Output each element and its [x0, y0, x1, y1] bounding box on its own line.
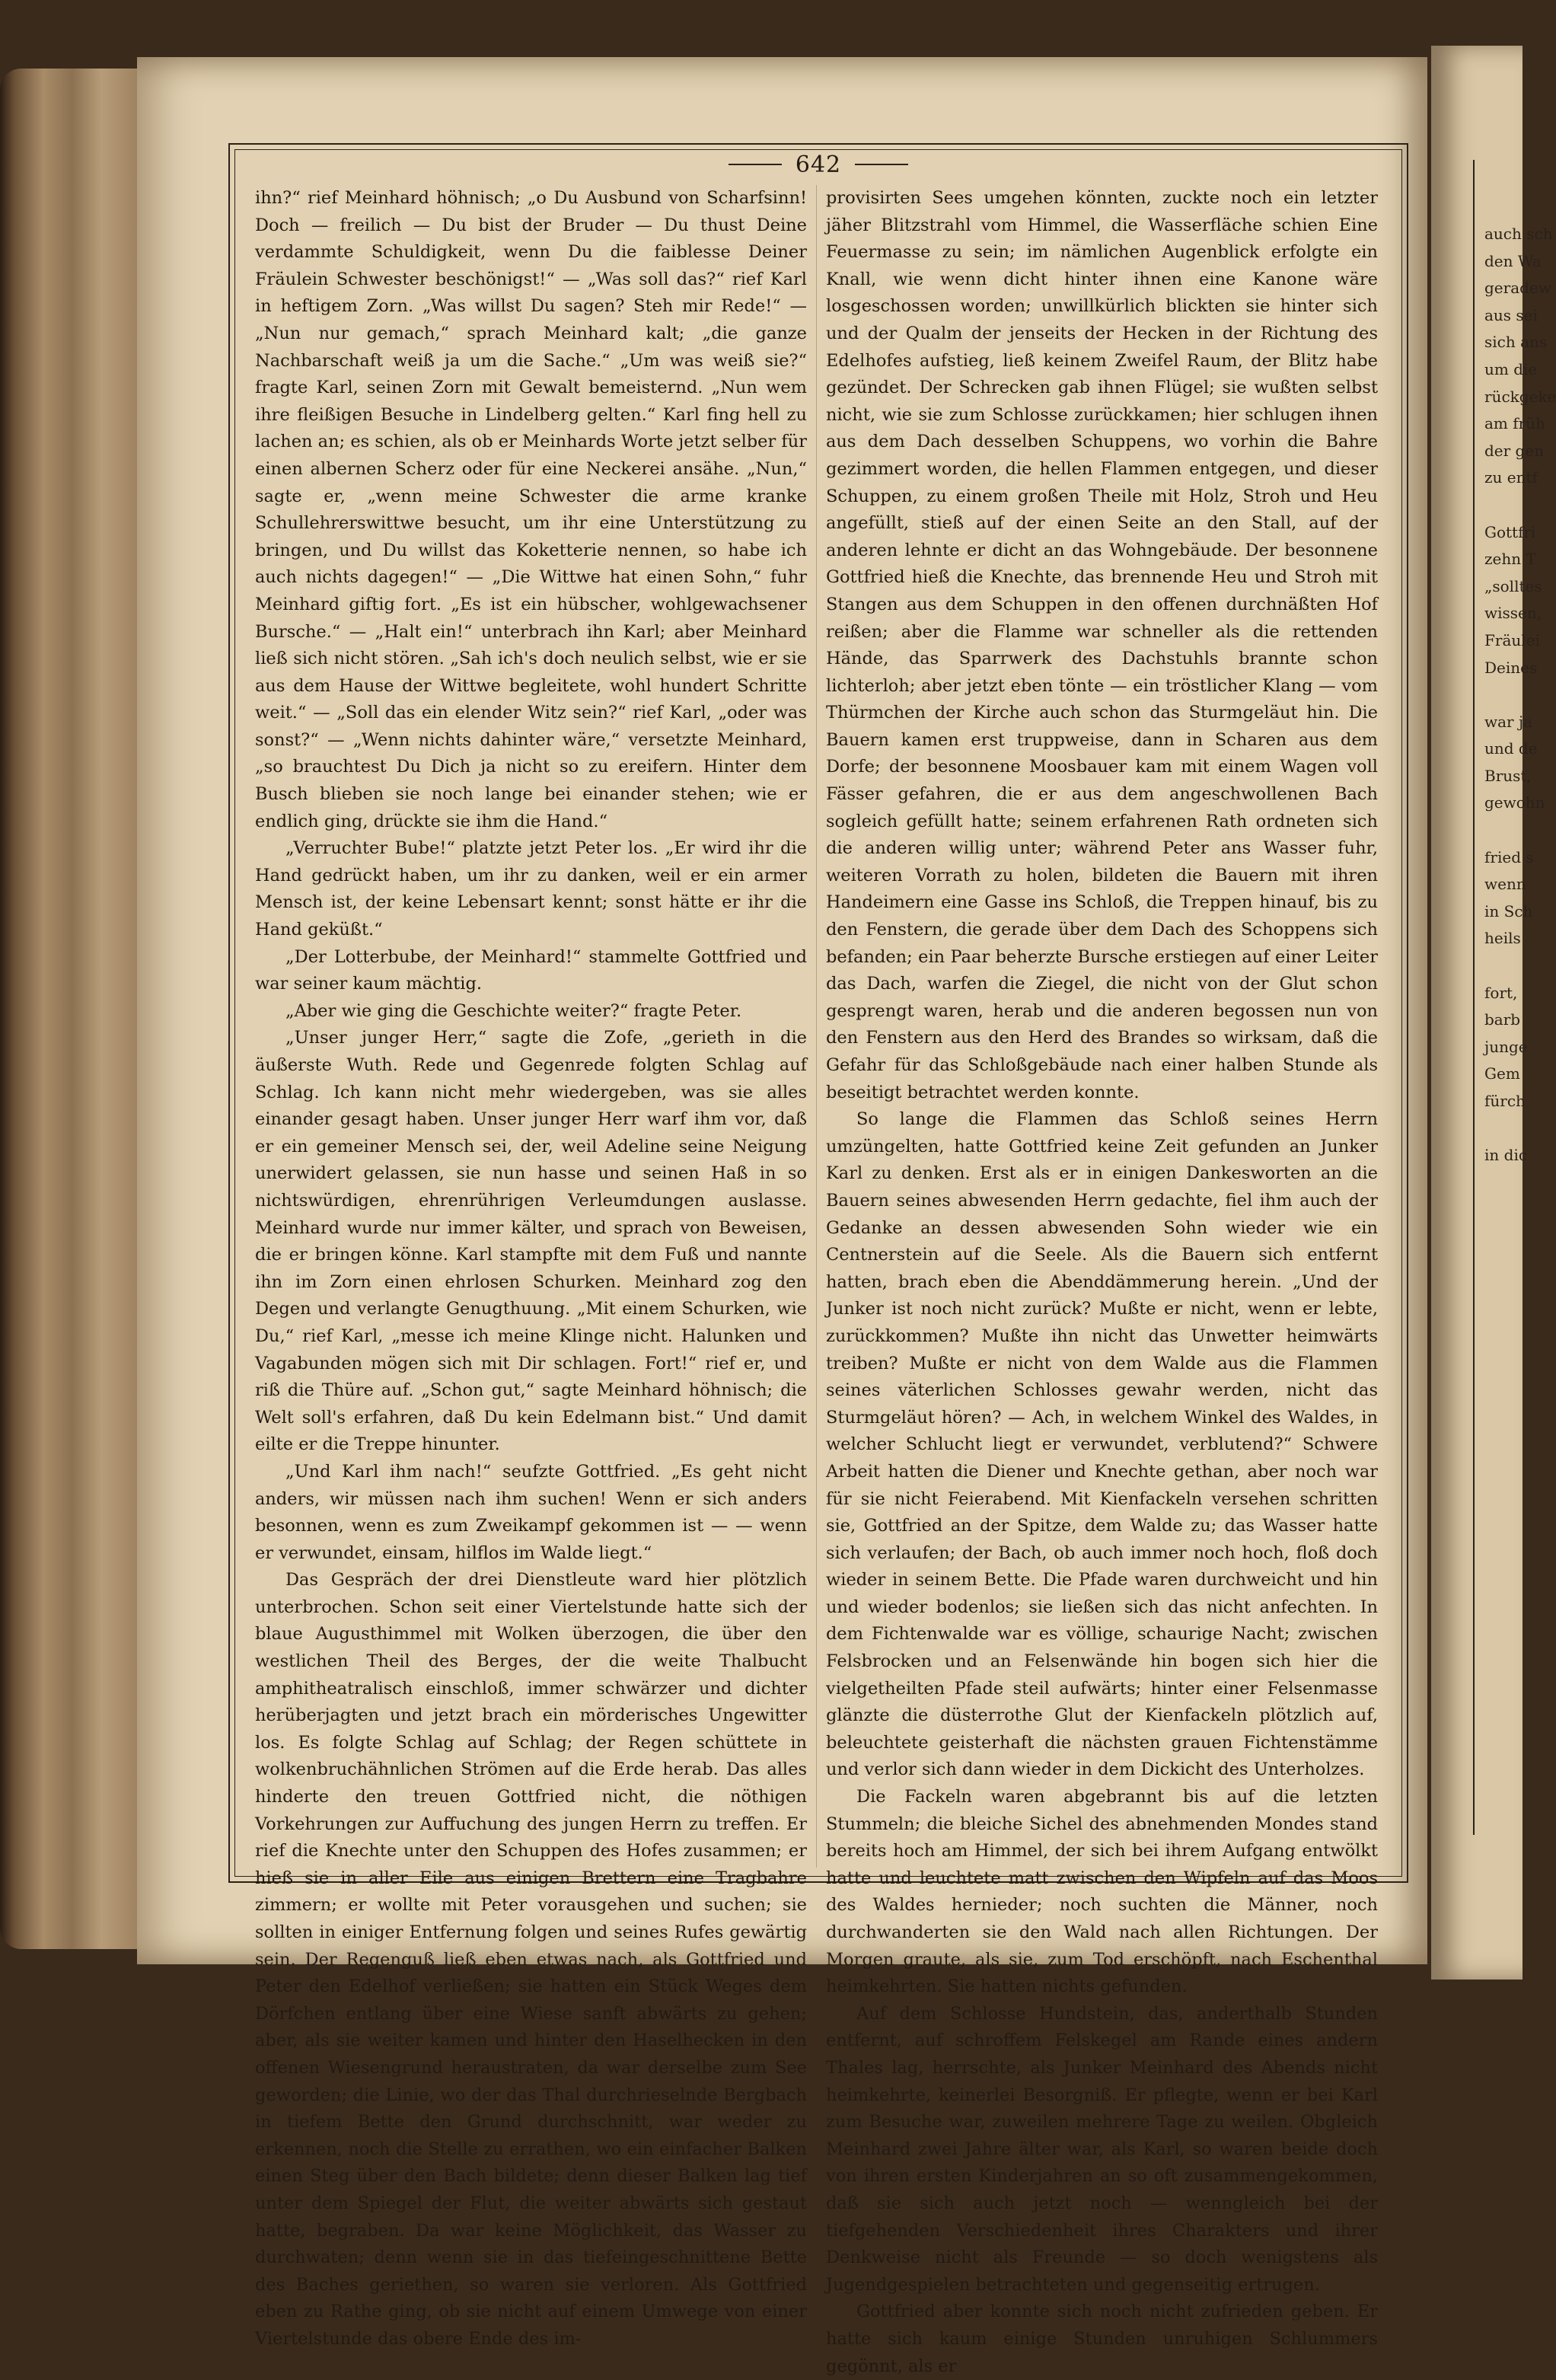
- next-page-fragment: rückgeke: [1484, 387, 1556, 406]
- paragraph: ihn?“ rief Meinhard höhnisch; „o Du Ausbund von Scharfsinn! Doch — freilich — Du bist der Bruder — Du thust Deine verdammte Schuldigkeit, wenn Du die faiblesse Deiner Fräulein Schwester beschönigst!“ — „Was soll das?“ rief Karl in heftigem Zorn. „Was willst Du sagen? Steh mir Rede!“ — „Nun nur gemach,“ sprach Meinhard kalt; „die ganze Nachbarschaft weiß ja um die Sache.“ „Um was weiß sie?“ fragte Karl, seinen Zorn mit Gewalt bemeisternd. „Nun wem ihre fleißigen Besuche in Lindelberg gelten.“ Karl fing hell zu lachen an; es schien, als ob er Meinhards Worte jetzt selber für einen albernen Scherz oder für eine Neckerei ansähe. „Nun,“ sagte er, „wenn meine Schwester die arme kranke Schullehrerswittwe besucht, um ihr eine Unterstützung zu bringen, und Du willst das Koketterie nennen, so habe ich auch nichts dagegen!“ — „Die Wittwe hat einen Sohn,“ fuhr Meinhard giftig fort. „Es ist ein hübscher, wohlgewachsener Bursche.“ — „Halt ein!“ unterbrach ihn Karl; aber Meinhard ließ sich nicht stören. „Sah ich's doch neulich selbst, wie er sie aus dem Hause der Wittwe begleitete, wohl hundert Schritte weit.“ — „Soll das ein elender Witz sein?“ rief Karl, „oder was sonst?“ — „Wenn nichts dahinter wäre,“ versetzte Meinhard, „so brauchtest Du Dich ja nicht so zu ereifern. Hinter dem Busch blieben sie noch lange bei einander stehen; wie er endlich ging, drückte sie ihm die Hand.“: [255, 188, 807, 831]
- next-page-fragment: und de: [1484, 739, 1538, 758]
- next-page-fragment: Fräulei: [1484, 630, 1540, 649]
- paragraph: Das Gespräch der drei Dienstleute ward hier plötzlich unterbrochen. Schon seit einer Viertelstunde hatte sich der blaue Augusthimmel mit Wolken überzogen, die über den westlichen Theil des Berges, der die weite Thalbucht amphitheatralisch einschloß, immer schwärzer und dichter herüberjagten und jetzt brach ein mörderisches Ungewitter los. Es folgte Schlag auf Schlag; der Regen schüttete in wolkenbruchähnlichen Strömen auf die Erde herab. Das alles hinderte den treuen Gottfried nicht, die nöthigen Vorkehrungen zur Auffuchung des jungen Herrn zu treffen. Er rief die Knechte unter den Schuppen des Hofes zusammen; er hieß sie in aller Eile aus einigen Brettern eine Tragbahre zimmern; er wollte mit Peter vorausgehen und suchen; sie sollten in einiger Entfernung folgen und seines Rufes gewärtig sein. Der Regenguß ließ eben etwas nach, als Gottfried und Peter den Edelhof verließen; sie hatten ein Stück Weges dem Dörfchen entlang über eine Wiese sanft abwärts zu gehen; aber, als sie weiter kamen und hinter den Haselhecken in den offenen Wiesengrund heraustraten, da war derselbe zum See geworden; die Linie, wo der das Thal durchrieselnde Bergbach in tiefem Bette den Grund durchschnitt, war weder zu erkennen, noch die Stelle zu errathen, wo ein einfacher Balken einen Steg über den Bach bildete; denn dieser Balken lag tief unter dem Spiegel der Flut, die weiter abwärts sich gestaut hatte, begraben. Da war keine Möglichkeit, das Wasser zu durchwaten; denn wenn sie in das tiefeingeschnittene Bette des Baches geriethen, so waren sie verloren. Als Gottfried eben zu Rathe ging, ob sie nicht auf einem Umwege von einer Viertelstunde das obere Ende des im-: [255, 1570, 807, 2349]
- next-page-strip: [1431, 46, 1556, 1980]
- next-page-fragment: barb: [1484, 1010, 1521, 1029]
- next-page-fragment: der gen: [1484, 441, 1545, 460]
- next-page-fragment: gewohn: [1484, 793, 1545, 812]
- paragraph: provisirten Sees umgehen könnten, zuckte noch ein letzter jäher Blitzstrahl vom Himmel, die Wasserfläche schien Eine Feuermasse zu sein; im nämlichen Augenblick erfolgte ein Knall, wie wenn dicht hinter ihnen eine Kanone wäre losgeschossen worden; unwillkürlich blickten sie hinter sich und der Qualm der jenseits der Hecken in der Richtung des Edelhofes aufstieg, ließ keinem Zweifel Raum, der Blitz habe gezündet. Der Schrecken gab ihnen Flügel; sie wußten selbst nicht, wie sie zum Schlosse zurückkamen; hier schlugen ihnen aus dem Dach desselben Schuppens, wo vorhin die Bahre gezimmert worden, die hellen Flammen entgegen, und dieser Schuppen, zu einem großen Theile mit Holz, Stroh und Heu angefüllt, stieß auf der einen Seite an den Stall, auf der anderen lehnte er dicht an das Wohngebäude. Der besonnene Gottfried hieß die Knechte, das brennende Heu und Stroh mit Stangen aus dem Schuppen in den offenen durchnäßten Hof reißen; aber die Flamme war schneller als die rettenden Hände, das Sparrwerk des Dachstuhls brannte schon lichterloh; aber jetzt eben tönte — ein tröstlicher Klang — vom Thürmchen der Kirche auch schon das Sturmgeläut hin. Die Bauern kamen erst truppweise, dann in Scharen aus dem Dorfe; der besonnene Moosbauer kam mit einem Wagen voll Fässer gefahren, die er aus dem angeschwollenen Bach sogleich gefüllt hatte; seinem erfahrenen Rath ordneten sich die anderen willig unter; während Peter ans Wasser fuhr, weiteren Vorrath zu holen, bildeten die Bauern mit ihren Handeimern eine Gasse ins Schloß, die Treppen hinauf, bis zu den Fenstern, die gerade über dem Dach des Schoppens sich befanden; ein Paar beherzte Bursche erstiegen auf einer Leiter das Dach, warfen die Ziegel, die nicht von der Glut schon gesprengt waren, herab und die anderen begossen nun von den Fenstern aus den Herd des Brandes so wirksam, daß die Gefahr für das Schloßgebäude nach einer halben Stunde als beseitigt betrachtet werden konnte.: [826, 188, 1378, 1102]
- next-page-fragment: in dic: [1484, 1146, 1528, 1165]
- next-page-fragment: [1484, 492, 1530, 519]
- next-page-fragment: [1484, 681, 1530, 709]
- next-page-fragment: Deines: [1484, 658, 1538, 677]
- next-page-fragment: [1484, 1115, 1530, 1143]
- book-page-edges: [0, 69, 145, 1949]
- next-page-fragment: zu entf: [1484, 468, 1538, 487]
- next-page-fragment: geradew: [1484, 279, 1551, 298]
- next-page-fragment: um die: [1484, 359, 1538, 378]
- next-page-fragment: sich ans: [1484, 333, 1548, 352]
- next-page-text: [1484, 221, 1556, 1169]
- paragraph: So lange die Flammen das Schloß seines Herrn umzüngelten, hatte Gottfried keine Zeit gefunden an Junker Karl zu denken. Erst als er in einigen Dankesworten an die Bauern seines abwesenden Herrn gedachte, fiel ihm auch der Gedanke an dessen abwesenden Sohn wieder wie ein Centnerstein auf die Seele. Als die Bauern sich entfernt hatten, brach eben die Abenddämmerung herein. „Und der Junker ist noch nicht zurück? Mußte er nicht, wenn er lebte, zurückkommen? Mußte ihn nicht das Unwetter heimwärts treiben? Mußte er nicht von dem Walde aus die Flammen seines väterlichen Schlosses gewahr werden, nicht das Sturmgeläut hören? — Ach, in welchem Winkel des Waldes, in welcher Schlucht liegt er verwundet, verblutend?“ Schwere Arbeit hatten die Diener und Knechte gethan, aber noch war für sie nicht Feierabend. Mit Kienfackeln versehen schritten sie, Gottfried an der Spitze, dem Walde zu; das Wasser hatte sich verlaufen; der Bach, ob auch immer noch hoch, floß doch wieder in seinem Bette. Die Pfade waren durchweicht und hin und wieder bodenlos; sie ließen sich das nicht anfechten. In dem Fichtenwalde war es völlige, schaurige Nacht; zwischen Felsbrocken und an Felsenwände hin bogen sich hier die vielgetheilten Pfade steil aufwärts; hinter einer Felsenmasse glänzte die düsterrothe Glut der Kienfackeln plötzlich auf, beleuchtete geisterhaft die nächsten grauen Fichtenstämme und verlor sich dann wieder in dem Dickicht des Unterholzes.: [826, 1109, 1378, 1780]
- next-page-fragment: wenn: [1484, 875, 1526, 894]
- paragraph: „Der Lotterbube, der Meinhard!“ stammelte Gottfried und war seiner kaum mächtig.: [255, 946, 807, 994]
- next-page-fragment: junge: [1484, 1037, 1528, 1056]
- page-header: [716, 149, 921, 180]
- paragraph: Die Fackeln waren abgebrannt bis auf die letzten Stummeln; die bleiche Sichel des abnehmenden Mondes stand bereits hoch am Himmel, der sich bei ihrem Aufgang entwölkt hatte und leuchtete matt zwischen den Wipfeln auf das Moos des Waldes hernieder; noch suchten die Männer, noch durchwanderten sie den Wald nach allen Richtungen. Der Morgen graute, als sie, zum Tod erschöpft, nach Eschenthal heimkehrten. Sie hatten nichts gefunden.: [826, 1787, 1378, 1997]
- next-page-fragment: wissen,: [1484, 604, 1542, 623]
- next-page-fragment: fried s: [1484, 847, 1534, 866]
- next-page-fragment: zehn T: [1484, 550, 1536, 569]
- next-page-fragment: den Wa: [1484, 251, 1542, 270]
- next-page-fragment: Gem: [1484, 1064, 1520, 1083]
- header-rule-right: [855, 164, 908, 165]
- paragraph: „Aber wie ging die Geschichte weiter?“ fragte Peter.: [285, 1000, 742, 1021]
- paragraph: Gottfried aber konnte sich noch nicht zufrieden geben. Er hatte sich kaum einige Stunden unruhigen Schlummers gegönnt, als er: [826, 2302, 1378, 2376]
- next-page-fragment: [1484, 817, 1530, 844]
- next-page-fragment: fürch: [1484, 1092, 1526, 1110]
- paragraph: „Und Karl ihm nach!“ seufzte Gottfried. „Es geht nicht anders, wir müssen nach ihm suchen! Wenn er sich anders besonnen, wenn es zum Zweikampf gekommen ist — — wenn er verwundet, einsam, hilflos im Walde liegt.“: [255, 1461, 807, 1563]
- right-column: [826, 185, 1378, 2380]
- next-page-fragment: in Sch: [1484, 901, 1533, 920]
- next-page-fragment: war ja: [1484, 712, 1533, 731]
- left-column: [255, 185, 807, 2353]
- next-page-fragment: am früh: [1484, 414, 1545, 433]
- column-divider: [816, 185, 817, 1868]
- next-page-fragment: Gottfri: [1484, 522, 1536, 541]
- next-page-fragment: Brust,: [1484, 766, 1532, 785]
- paragraph: „Unser junger Herr,“ sagte die Zofe, „gerieth in die äußerste Wuth. Rede und Gegenrede folgten Schlag auf Schlag. Ich kann nicht mehr wiedergeben, was sie alles einander gesagt haben. Unser junger Herr warf ihm vor, daß er ein gemeiner Mensch sei, der, weil Adeline seine Neigung unerwidert gelassen, sie nun hasse und seinen Haß in so nichtswürdigen, ehrenrührigen Verleumdungen auslasse. Meinhard wurde nur immer kälter, und sprach von Beweisen, die er bringen könne. Karl stampfte mit dem Fuß und nannte ihn im Zorn einen ehrlosen Schurken. Meinhard zog den Degen und verlangte Genugthuung. „Mit einem Schurken, wie Du,“ rief Karl, „messe ich meine Klinge nicht. Halunken und Vagabunden mögen sich mit Dir schlagen. Fort!“ rief er, und riß die Thüre auf. „Schon gut,“ sagte Meinhard höhnisch; die Welt soll's erfahren, daß Du kein Edelmann bist.“ Und damit eilte er die Treppe hinunter.: [255, 1028, 807, 1455]
- next-page-fragment: [1484, 952, 1530, 980]
- next-page-fragment: aus sei: [1484, 305, 1538, 324]
- next-page-fragment: auch sch: [1484, 225, 1553, 243]
- paragraph: „Verruchter Bube!“ platzte jetzt Peter los. „Er wird ihr die Hand gedrückt haben, um ihr zu danken, weil er ein armer Mensch ist, der keine Lebensart kennt; sonst hätte er ihr die Hand geküßt.“: [255, 838, 807, 940]
- paragraph: Auf dem Schlosse Hundstein, das, anderthalb Stunden entfernt, auf schroffem Felskegel am Rande eines andern Thales lag, herrschte, als Junker Meinhard des Abends nicht heimkehrte, keinerlei Besorgniß. Er pflegte, wenn er bei Karl zum Besuche war, zuweilen mehrere Tage zu weilen. Obgleich Meinhard zwei Jahre älter war, als Karl, so waren beide doch von ihren ersten Kinderjahren an so oft zusammengekommen, daß sie sich auch jetzt noch — wenngleich bei der tiefgehenden Verschiedenheit ihres Charakters und ihrer Denkweise nicht als Freunde — so doch wenigstens als Jugendgespielen betrachteten und gegenseitig ertrugen.: [826, 2003, 1378, 2295]
- next-page-fragment: heils: [1484, 929, 1521, 948]
- next-page-fragment: „solltes: [1484, 576, 1542, 595]
- page-number: 642: [795, 151, 842, 178]
- next-page-fragment: fort,: [1484, 983, 1518, 1002]
- header-rule-left: [729, 164, 782, 165]
